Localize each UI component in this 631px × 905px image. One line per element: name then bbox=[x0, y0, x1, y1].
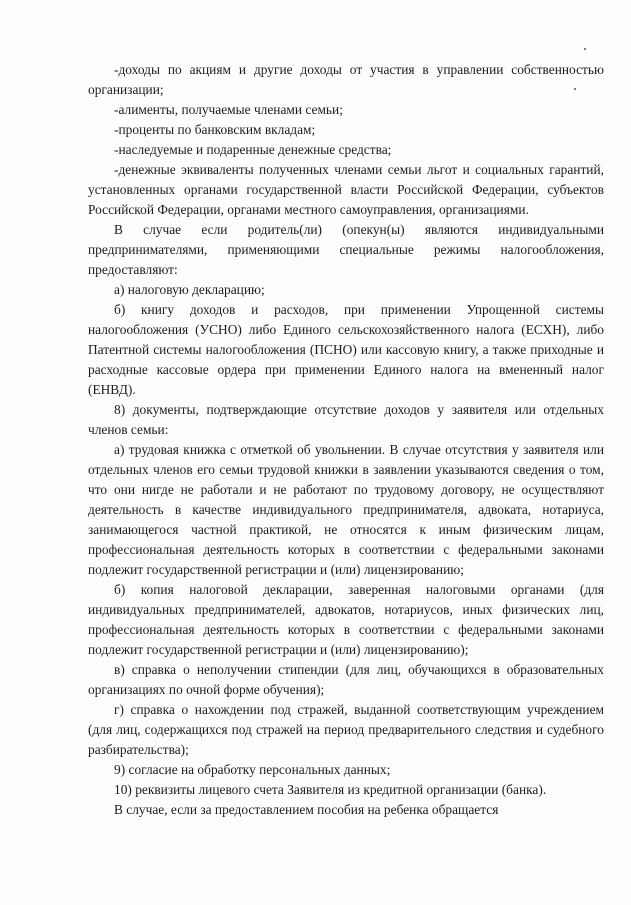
paragraph: а) налоговую декларацию; bbox=[114, 282, 265, 297]
paragraph: 8) документы, подтверждающие отсутствие доходов у заявителя или отдельных членов семьи: bbox=[88, 402, 604, 437]
paragraph: а) трудовая книжка с отметкой об увольнении. В случае отсутствия у заявителя или отдельных членов его семьи трудовой книжки в заявлении указываются сведения о том, что они нигде не работали и не работают по трудовому договору, не осуществляют деятельность в качестве индивидуального предпринимателя, адвоката, нотариуса, занимающегося частной практикой, не относятся к иным физическим лицам, профессиональная деятельность которых в соответствии с федеральными законами подлежит государственной регистрации и (или) лицензированию; bbox=[88, 442, 604, 577]
paragraph: в) справка о неполучении стипендии (для лиц, обучающихся в образовательных организациях по очной форме обучения); bbox=[88, 662, 604, 697]
paragraph: б) копия налоговой декларации, заверенная налоговыми органами (для индивидуальных предпринимателей, адвокатов, нотариусов, иных физических лиц, профессиональная деятельность которых в соответствии с федеральными законами подлежит государственной регистрации и (или) лицензированию); bbox=[88, 582, 604, 657]
paragraph: В случае, если за предоставлением пособия на ребенка обращается bbox=[114, 802, 499, 817]
paragraph: -доходы по акциям и другие доходы от участия в управлении собственностью организации; bbox=[88, 62, 604, 97]
paragraph: 9) согласие на обработку персональных данных; bbox=[114, 762, 391, 777]
document-body bbox=[88, 60, 604, 820]
scan-speck bbox=[584, 48, 586, 50]
paragraph: 10) реквизиты лицевого счета Заявителя из кредитной организации (банка). bbox=[114, 782, 547, 797]
paragraph: -наследуемые и подаренные денежные средства; bbox=[114, 142, 392, 157]
paragraph: г) справка о нахождении под стражей, выданной соответствующим учреждением (для лиц, содержащихся под стражей на период предварительного следствия и судебного разбирательства); bbox=[88, 702, 604, 757]
paragraph: -проценты по банковским вкладам; bbox=[114, 122, 316, 137]
paragraph: -алименты, получаемые членами семьи; bbox=[114, 102, 343, 117]
paragraph: б) книгу доходов и расходов, при применении Упрощенной системы налогообложения (УСНО) либо Единого сельскохозяйственного налога (ЕСХН), либо Патентной системы налогообложения (ПСНО) или кассовую книгу, а также приходные и расходные кассовые ордера при применении Единого налога на вмененный налог (ЕНВД). bbox=[88, 302, 604, 397]
paragraph: В случае если родитель(ли) (опекун(ы) являются индивидуальными предпринимателями, применяющими специальные режимы налогообложения, предоставляют: bbox=[88, 222, 604, 277]
paragraph: -денежные эквиваленты полученных членами семьи льгот и социальных гарантий, установленных органами государственной власти Российской Федерации, субъектов Российской Федерации, органами местного самоуправления, организациями. bbox=[88, 162, 604, 217]
